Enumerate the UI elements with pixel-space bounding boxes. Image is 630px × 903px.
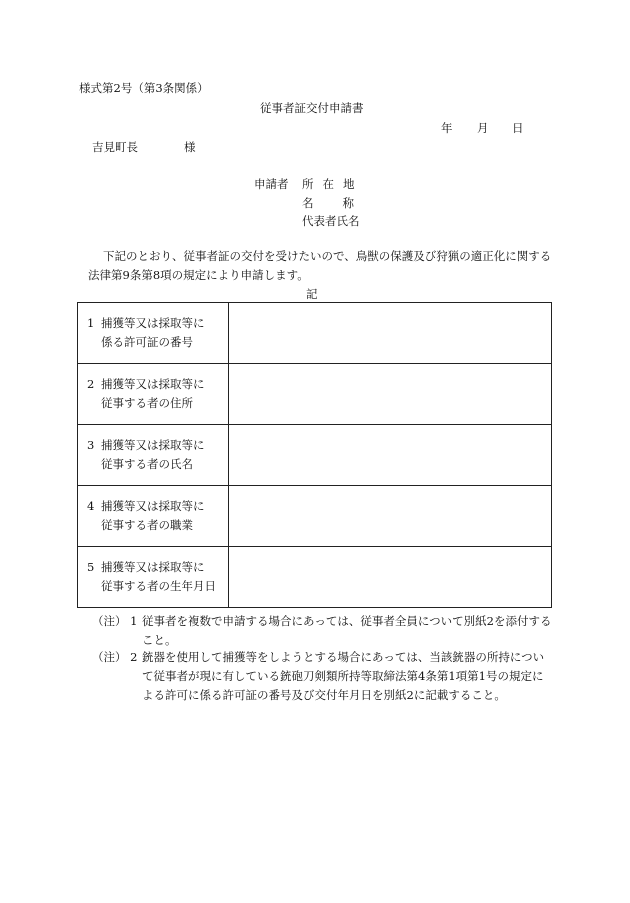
- application-statement: 下記のとおり、従事者証の交付を受けたいので、鳥獣の保護及び狩猟の適正化に関する法律第9条第8項の規定により申請します。: [88, 249, 552, 282]
- row-label-cell: [78, 364, 229, 425]
- note-2-text: 銃器を使用して捕獲等をしようとする場合にあっては、当該銃器の所持について従事者が現に有している銃砲刀剣類所持等取締法第4条第1項第1号の規定による許可に係る許可証の番号及び交付年月日を別紙2に記載すること。: [142, 650, 545, 702]
- date-month-label: 月: [477, 121, 489, 135]
- form-number: 様式第2号（第3条関係）: [79, 81, 209, 95]
- row-label-line1: 捕獲等又は採取等に: [101, 316, 205, 330]
- row-number: 2: [87, 377, 95, 391]
- row-label-line1: 捕獲等又は採取等に: [101, 499, 205, 513]
- table-row: [78, 303, 552, 364]
- row-number: 1: [87, 316, 95, 330]
- row-label-line2: 従事する者の職業: [101, 518, 193, 532]
- row-label-cell: [78, 425, 229, 486]
- applicant-name-label: 名称: [302, 196, 383, 210]
- table-row: [78, 425, 552, 486]
- ki-heading: 記: [306, 287, 318, 301]
- note-1: [92, 612, 552, 650]
- worker-name-field[interactable]: [229, 425, 552, 486]
- row-number: 4: [87, 499, 95, 513]
- row-number: 5: [87, 560, 95, 574]
- note-1-text: 従事者を複数で申請する場合にあっては、従事者全員について別紙2を添付すること。: [142, 614, 552, 647]
- row-label-cell: [78, 547, 229, 608]
- applicant-label: 申請者: [254, 177, 289, 191]
- table-row: [78, 364, 552, 425]
- document-title: 従事者証交付申請書: [260, 101, 364, 115]
- row-label-line2: 従事する者の氏名: [101, 457, 193, 471]
- row-label-line2: 従事する者の生年月日: [101, 579, 216, 593]
- table-row: [78, 547, 552, 608]
- row-label-line1: 捕獲等又は採取等に: [101, 438, 205, 452]
- row-label-cell: [78, 303, 229, 364]
- worker-birthdate-field[interactable]: [229, 547, 552, 608]
- row-label-line2: 係る許可証の番号: [101, 335, 193, 349]
- date-year-label: 年: [441, 121, 453, 135]
- note-2-head: （注） 2: [92, 650, 138, 664]
- representative-name-label: 代表者氏名: [302, 214, 360, 228]
- permit-number-field[interactable]: [229, 303, 552, 364]
- note-2: [92, 648, 552, 705]
- worker-occupation-field[interactable]: [229, 486, 552, 547]
- row-label-cell: [78, 486, 229, 547]
- addressee: 吉見町長: [92, 140, 138, 154]
- row-label-line1: 捕獲等又は採取等に: [101, 560, 205, 574]
- table-row: [78, 486, 552, 547]
- worker-address-field[interactable]: [229, 364, 552, 425]
- applicant-location-label: 所在地: [302, 177, 364, 191]
- date-day-label: 日: [512, 121, 524, 135]
- row-label-line1: 捕獲等又は採取等に: [101, 377, 205, 391]
- row-label-line2: 従事する者の住所: [101, 396, 193, 410]
- application-items-table: [77, 302, 552, 608]
- row-number: 3: [87, 438, 95, 452]
- honorific: 様: [184, 140, 196, 154]
- note-1-head: （注） 1: [92, 614, 138, 628]
